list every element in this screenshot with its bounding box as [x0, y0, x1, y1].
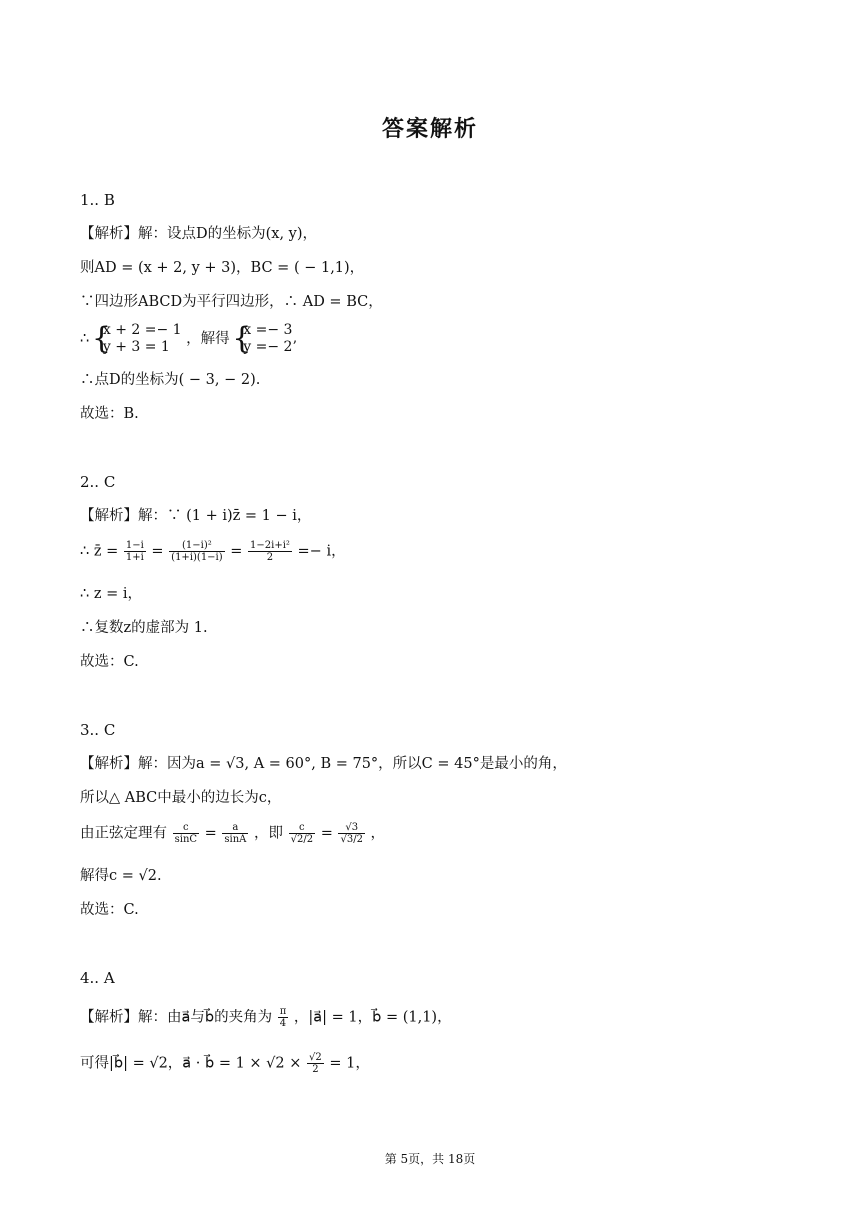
q2-line-3: ∴ z = i， [80, 586, 142, 602]
q3-line-2: 所以△ ABC中最小的边长为c， [80, 790, 282, 806]
q1-line-5: ∴点D的坐标为( − 3, − 2). [80, 372, 261, 388]
q1-line-1: 【解析】解：设点D的坐标为(x, y)， [80, 226, 318, 242]
q2-line-4: ∴复数z的虚部为 1. [80, 620, 208, 636]
q1-line-2: 则AD = (x + 2, y + 3)，BC = ( − 1,1)， [80, 260, 365, 276]
fraction: $\frac{c}{\sin C}$ [174, 822, 198, 845]
q1-line-4: ∴ { x + 2 =− 1 y + 3 = 1 ，解得 { x =− 3 y =− 2’ [80, 322, 297, 356]
therefore-symbol: ∴ [80, 331, 94, 347]
q3-line-1: 【解析】解：因为a = √3, A = 60°, B = 75°，所以C = 45°是最小的角， [80, 756, 567, 772]
equation-system-1: { x + 2 =− 1 y + 3 = 1 [94, 322, 182, 356]
q1-line-3: ∵四边形ABCD为平行四边形，∴ AD = BC， [80, 294, 383, 310]
fraction: $\frac{c}{√2/2}$ [290, 822, 314, 845]
q2-line-1: 【解析】解：∵ (1 + i)z̄ = 1 − i， [80, 508, 312, 524]
fraction: $\frac{\text{(1−i)²}}{(1+i)(1-i)}$ [171, 540, 223, 563]
q2-line-2: ∴ z̄ = $\frac{1-i}{1+i}$ = $\frac{\text{(1−i)²}}{(1+i)(1-i)}$ = $\frac{\text{1−2i+i²}}{2}$ =− i， [80, 540, 346, 563]
q1-line-6: 故选：B. [80, 406, 139, 422]
fraction: $\frac{\pi}{4}$ [279, 1006, 287, 1029]
q3-line-3: 由正弦定理有 $\frac{c}{\sin C}$ = $\frac{a}{\sin A}$ ，即 $\frac{c}{√2/2}$ = $\frac{√3}{√3/2}$ ， [80, 822, 386, 845]
q3-heading: 3.. C [80, 721, 116, 739]
page-title: 答案解析 [381, 117, 478, 142]
fraction: $\frac{\text{1−2i+i²}}{2}$ [250, 540, 290, 563]
q4-heading: 4.. A [80, 969, 115, 987]
q3-line-5: 故选：C. [80, 902, 139, 918]
q4-line-1: 【解析】解：由a⃗与b⃗的夹角为 $\frac{\pi}{4}$ ，|a⃗| = 1，b⃗ = (1,1)， [80, 1006, 452, 1029]
fraction: $\frac{√2}{2}$ [309, 1052, 322, 1075]
fraction: $\frac{√3}{√3/2}$ [340, 822, 363, 845]
q3-line-4: 解得c = √2. [80, 868, 162, 884]
fraction: $\frac{1-i}{1+i}$ [125, 540, 144, 563]
q1-heading: 1.. B [80, 191, 115, 209]
equation-system-2: { x =− 3 y =− 2’ [234, 322, 297, 356]
fraction: $\frac{a}{\sin A}$ [224, 822, 247, 845]
q2-heading: 2.. C [80, 473, 116, 491]
q2-line-5: 故选：C. [80, 654, 139, 670]
q4-line-2: 可得|b⃗| = √2，a⃗ · b⃗ = 1 × √2 × $\frac{√2}{2}$ = 1， [80, 1052, 370, 1075]
page-footer: 第 5页，共 18页 [384, 1152, 476, 1166]
